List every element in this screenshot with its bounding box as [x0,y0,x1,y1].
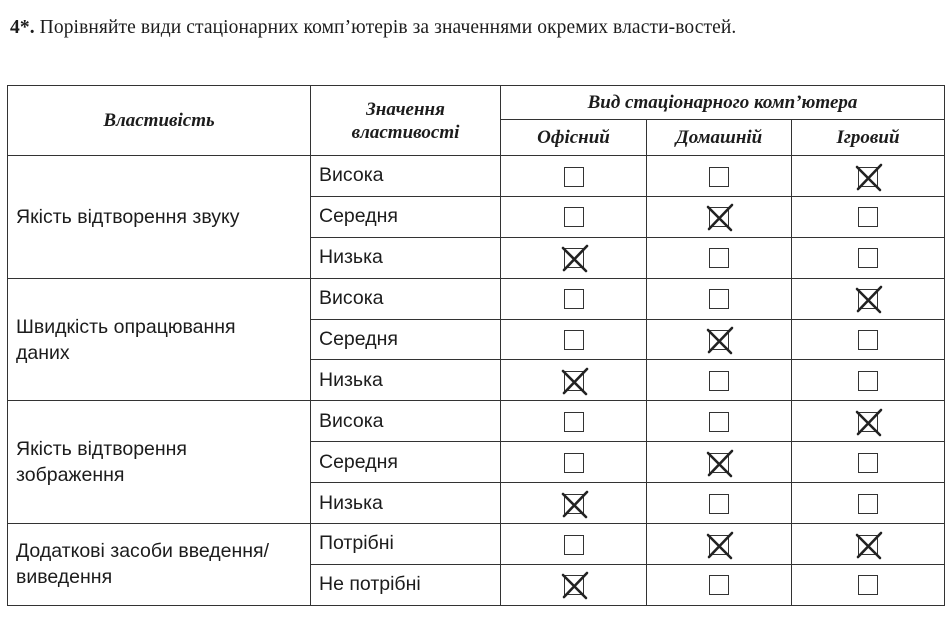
checkbox-cell-gaming [792,524,945,565]
comparison-table [7,85,945,606]
header-type-office: Офісний [501,120,647,156]
value-cell: Не потрібні [311,564,501,605]
checkbox-checked[interactable] [564,248,584,268]
checkbox-cell-gaming [792,156,945,197]
value-cell: Потрібні [311,524,501,565]
checkbox-empty[interactable] [709,575,729,595]
property-cell: Якість відтворення звуку [8,156,311,279]
cross-mark-icon [853,530,885,562]
cross-mark-icon [704,530,736,562]
cross-mark-icon [559,366,591,398]
task-number: 4*. [10,17,35,38]
header-property: Властивість [8,86,311,156]
checkbox-cell-office [501,401,647,442]
checkbox-cell-home [647,237,792,278]
value-cell: Висока [311,156,501,197]
checkbox-cell-office [501,483,647,524]
checkbox-cell-gaming [792,319,945,360]
checkbox-checked[interactable] [564,575,584,595]
checkbox-checked[interactable] [858,289,878,309]
checkbox-cell-office [501,196,647,237]
checkbox-cell-office [501,360,647,401]
checkbox-cell-office [501,442,647,483]
checkbox-cell-office [501,156,647,197]
checkbox-empty[interactable] [564,535,584,555]
property-cell: Додаткові засоби введення/виведення [8,524,311,606]
checkbox-empty[interactable] [564,167,584,187]
cross-mark-icon [704,448,736,480]
checkbox-cell-gaming [792,483,945,524]
checkbox-empty[interactable] [564,412,584,432]
checkbox-checked[interactable] [858,167,878,187]
checkbox-cell-gaming [792,564,945,605]
table-row [8,278,945,319]
checkbox-empty[interactable] [709,248,729,268]
header-type-home: Домашній [647,120,792,156]
checkbox-checked[interactable] [858,535,878,555]
value-cell: Низька [311,483,501,524]
checkbox-cell-home [647,483,792,524]
checkbox-empty[interactable] [858,207,878,227]
header-type-gaming: Ігровий [792,120,945,156]
checkbox-checked[interactable] [564,371,584,391]
checkbox-empty[interactable] [858,453,878,473]
checkbox-cell-home [647,401,792,442]
checkbox-cell-office [501,278,647,319]
checkbox-checked[interactable] [564,494,584,514]
checkbox-cell-home [647,360,792,401]
value-cell: Висока [311,401,501,442]
checkbox-cell-office [501,524,647,565]
checkbox-empty[interactable] [709,289,729,309]
checkbox-checked[interactable] [709,330,729,350]
checkbox-cell-gaming [792,401,945,442]
checkbox-cell-home [647,564,792,605]
task-statement [10,14,940,42]
checkbox-cell-gaming [792,442,945,483]
checkbox-empty[interactable] [709,167,729,187]
value-cell: Низька [311,237,501,278]
checkbox-cell-home [647,196,792,237]
checkbox-cell-home [647,442,792,483]
value-cell: Середня [311,442,501,483]
property-cell: Швидкість опрацювання даних [8,278,311,401]
checkbox-checked[interactable] [709,535,729,555]
checkbox-empty[interactable] [564,453,584,473]
cross-mark-icon [559,489,591,521]
cross-mark-icon [559,570,591,602]
checkbox-empty[interactable] [564,207,584,227]
checkbox-cell-gaming [792,360,945,401]
value-cell: Середня [311,196,501,237]
header-values: Значення властивості [311,86,501,156]
checkbox-cell-home [647,524,792,565]
checkbox-cell-office [501,564,647,605]
checkbox-empty[interactable] [858,371,878,391]
cross-mark-icon [853,284,885,316]
checkbox-cell-home [647,278,792,319]
table-row [8,401,945,442]
checkbox-cell-gaming [792,278,945,319]
checkbox-empty[interactable] [858,494,878,514]
checkbox-cell-gaming [792,196,945,237]
table-row [8,524,945,565]
checkbox-empty[interactable] [858,330,878,350]
property-cell: Якість відтворення зображення [8,401,311,524]
cross-mark-icon [704,325,736,357]
checkbox-cell-home [647,156,792,197]
checkbox-cell-gaming [792,237,945,278]
checkbox-cell-home [647,319,792,360]
checkbox-checked[interactable] [709,453,729,473]
table-row [8,156,945,197]
checkbox-empty[interactable] [709,371,729,391]
value-cell: Висока [311,278,501,319]
checkbox-empty[interactable] [709,494,729,514]
cross-mark-icon [853,407,885,439]
checkbox-empty[interactable] [564,289,584,309]
cross-mark-icon [853,162,885,194]
checkbox-empty[interactable] [564,330,584,350]
header-computer-type: Вид стаціонарного комп’ютера [501,86,945,120]
checkbox-checked[interactable] [858,412,878,432]
checkbox-cell-office [501,237,647,278]
value-cell: Низька [311,360,501,401]
value-cell: Середня [311,319,501,360]
checkbox-checked[interactable] [709,207,729,227]
cross-mark-icon [704,202,736,234]
checkbox-cell-office [501,319,647,360]
checkbox-empty[interactable] [709,412,729,432]
checkbox-empty[interactable] [858,575,878,595]
cross-mark-icon [559,243,591,275]
task-text: Порівняйте види стаціонарних комп’ютерів за значеннями окремих власти-востей. [39,17,737,38]
checkbox-empty[interactable] [858,248,878,268]
